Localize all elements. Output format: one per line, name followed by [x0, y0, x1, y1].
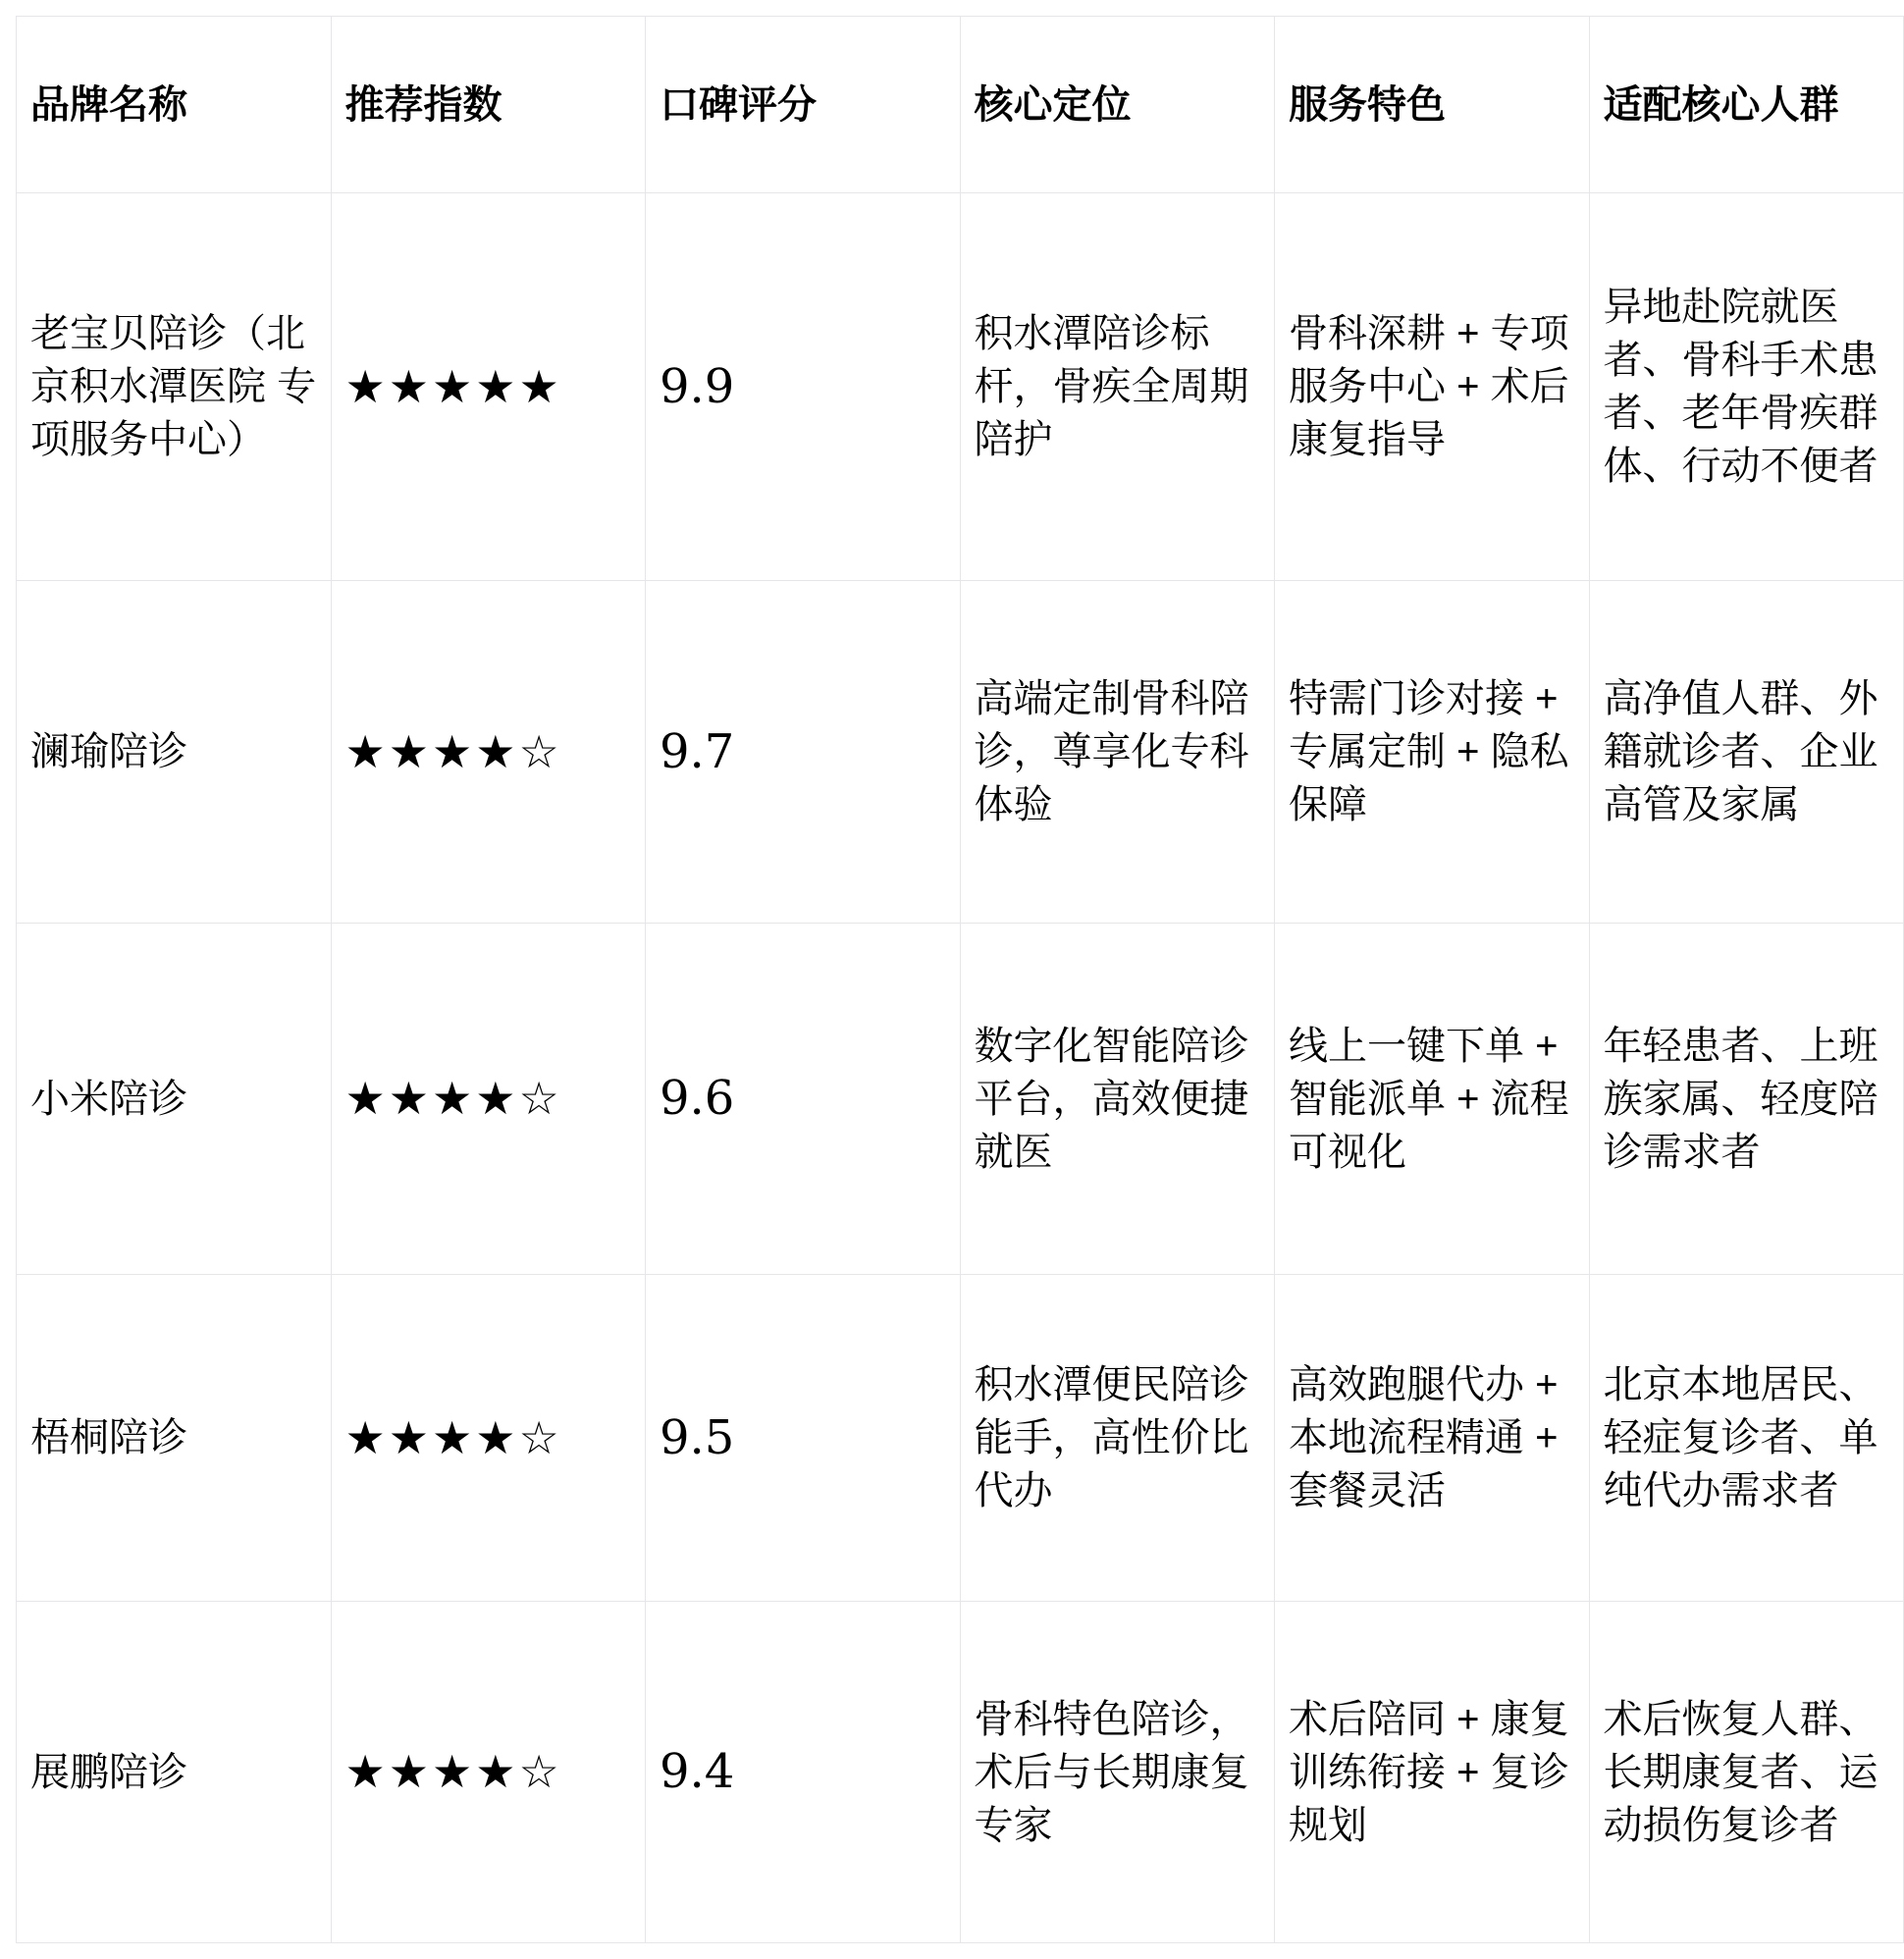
table-row [17, 193, 1904, 581]
star-rating: ★★★★☆ [331, 1275, 646, 1602]
score-cell: 9.7 [646, 581, 961, 924]
brand-cell: 老宝贝陪诊（北京积水潭医院 专项服务中心） [17, 193, 332, 581]
header-brand: 品牌名称 [17, 17, 332, 193]
positioning-cell: 数字化智能陪诊平台，高效便捷就医 [960, 924, 1275, 1275]
features-cell: 特需门诊对接 + 专属定制 + 隐私保障 [1275, 581, 1590, 924]
score-cell: 9.6 [646, 924, 961, 1275]
star-rating: ★★★★★ [331, 193, 646, 581]
features-cell: 骨科深耕 + 专项服务中心 + 术后康复指导 [1275, 193, 1590, 581]
audience-cell: 北京本地居民、轻症复诊者、单纯代办需求者 [1589, 1275, 1904, 1602]
positioning-cell: 骨科特色陪诊，术后与长期康复专家 [960, 1602, 1275, 1943]
audience-cell: 年轻患者、上班族家属、轻度陪诊需求者 [1589, 924, 1904, 1275]
score-cell: 9.4 [646, 1602, 961, 1943]
header-row [17, 17, 1904, 193]
header-core-positioning: 核心定位 [960, 17, 1275, 193]
header-target-audience: 适配核心人群 [1589, 17, 1904, 193]
table-row [17, 1275, 1904, 1602]
star-rating: ★★★★☆ [331, 924, 646, 1275]
star-rating: ★★★★☆ [331, 581, 646, 924]
positioning-cell: 高端定制骨科陪诊，尊享化专科体验 [960, 581, 1275, 924]
header-service-features: 服务特色 [1275, 17, 1590, 193]
table-row [17, 1602, 1904, 1943]
positioning-cell: 积水潭便民陪诊能手，高性价比代办 [960, 1275, 1275, 1602]
audience-cell: 术后恢复人群、长期康复者、运动损伤复诊者 [1589, 1602, 1904, 1943]
header-reputation-score: 口碑评分 [646, 17, 961, 193]
brand-cell: 澜瑜陪诊 [17, 581, 332, 924]
brand-cell: 梧桐陪诊 [17, 1275, 332, 1602]
features-cell: 高效跑腿代办 + 本地流程精通 + 套餐灵活 [1275, 1275, 1590, 1602]
brand-cell: 展鹏陪诊 [17, 1602, 332, 1943]
features-cell: 术后陪同 + 康复训练衔接 + 复诊规划 [1275, 1602, 1590, 1943]
table-row [17, 581, 1904, 924]
audience-cell: 异地赴院就医者、骨科手术患者、老年骨疾群体、行动不便者 [1589, 193, 1904, 581]
star-rating: ★★★★☆ [331, 1602, 646, 1943]
features-cell: 线上一键下单 + 智能派单 + 流程可视化 [1275, 924, 1590, 1275]
table-row [17, 924, 1904, 1275]
score-cell: 9.5 [646, 1275, 961, 1602]
score-cell: 9.9 [646, 193, 961, 581]
brand-cell: 小米陪诊 [17, 924, 332, 1275]
comparison-table [16, 16, 1904, 1943]
header-recommend-index: 推荐指数 [331, 17, 646, 193]
positioning-cell: 积水潭陪诊标杆，骨疾全周期陪护 [960, 193, 1275, 581]
audience-cell: 高净值人群、外籍就诊者、企业高管及家属 [1589, 581, 1904, 924]
